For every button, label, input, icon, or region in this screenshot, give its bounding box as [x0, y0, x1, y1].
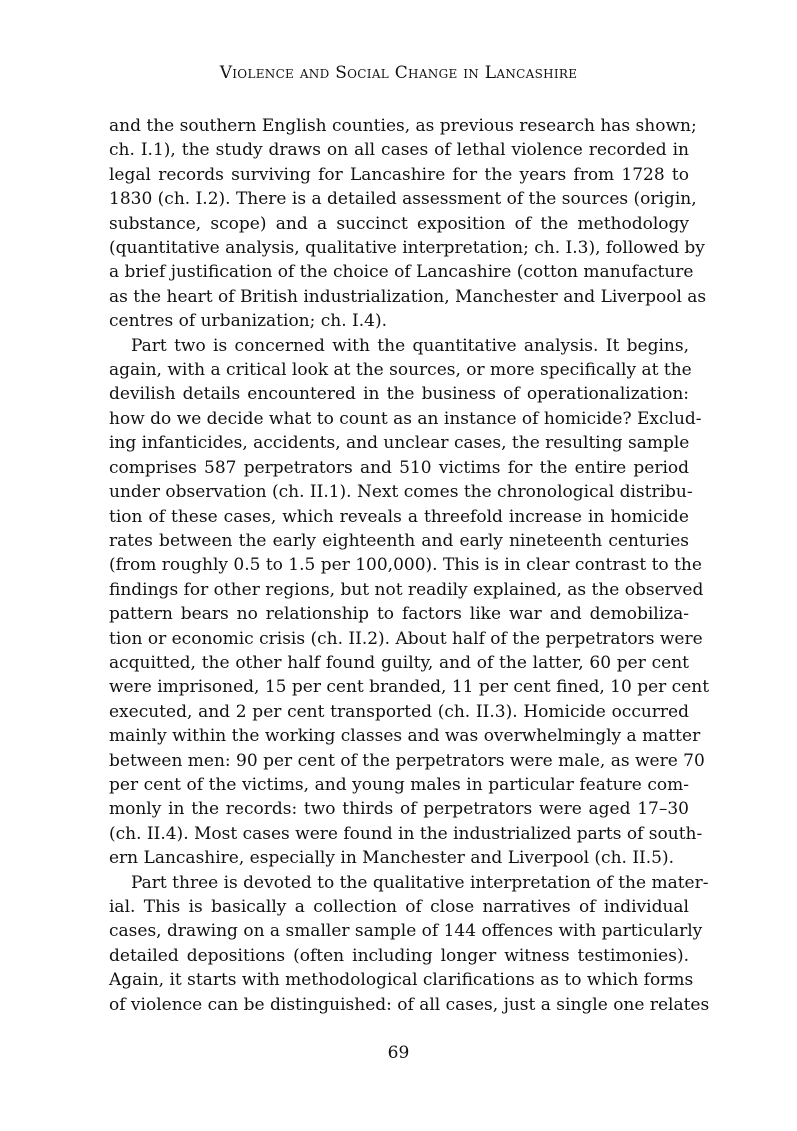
text-line: (ch. II.4). Most cases were found in the industrialized parts of south-	[109, 823, 703, 844]
text-line: Part two is concerned with the quantitative analysis. It begins,	[131, 335, 689, 356]
text-line: Again, it starts with methodological clarifications as to which forms	[109, 970, 694, 991]
text-line: as the heart of British industrialization, Manchester and Liverpool as	[109, 286, 707, 307]
text-line: how do we decide what to count as an instance of homicide? Exclud-	[109, 408, 702, 429]
page-number: 69	[387, 1043, 410, 1063]
text-line: ch. I.1), the study draws on all cases of lethal violence recorded in	[109, 140, 689, 161]
body-text	[109, 114, 710, 1017]
text-line: cases, drawing on a smaller sample of 144 offences with particularly	[109, 921, 703, 942]
text-line: rates between the early eighteenth and early nineteenth centuries	[109, 530, 689, 551]
text-line: ial. This is basically a collection of close narratives of individual	[109, 897, 689, 917]
text-line: of violence can be distinguished: of all cases, just a single one relates	[109, 994, 710, 1015]
text-line: findings for other regions, but not readily explained, as the observed	[109, 579, 704, 600]
text-line: were imprisoned, 15 per cent branded, 11 per cent fined, 10 per cent	[109, 677, 710, 698]
text-line: ern Lancashire, especially in Manchester and Liverpool (ch. II.5).	[109, 848, 675, 869]
text-line: mainly within the working classes and was overwhelmingly a matter	[109, 726, 701, 747]
text-line: under observation (ch. II.1). Next comes the chronological distribu-	[109, 482, 693, 503]
text-line: again, with a critical look at the sources, or more specifically at the	[109, 360, 692, 381]
text-line: (quantitative analysis, qualitative interpretation; ch. I.3), followed by	[109, 238, 705, 259]
text-line: devilish details encountered in the business of operationalization:	[109, 384, 689, 405]
text-line: monly in the records: two thirds of perpetrators were aged 17–30	[109, 799, 689, 820]
paragraph	[109, 114, 707, 334]
text-line: (from roughly 0.5 to 1.5 per 100,000). This is in clear contrast to the	[109, 555, 702, 576]
text-line: and the southern English counties, as previous research has shown;	[109, 116, 697, 136]
paragraph	[109, 334, 710, 871]
text-line: centres of urbanization; ch. I.4).	[109, 311, 388, 332]
text-line: executed, and 2 per cent transported (ch. II.3). Homicide occurred	[109, 701, 689, 722]
running-head: Violence and Social Change in Lancashire	[219, 63, 578, 83]
text-line: a brief justification of the choice of Lancashire (cotton manufacture	[109, 262, 694, 283]
text-line: detailed depositions (often including longer witness testimonies).	[109, 945, 689, 966]
text-line: per cent of the victims, and young males in particular feature com-	[109, 774, 689, 795]
text-line: tion or economic crisis (ch. II.2). About half of the perpetrators were	[109, 628, 703, 649]
text-line: between men: 90 per cent of the perpetrators were male, as were 70	[109, 750, 705, 771]
text-line: 1830 (ch. I.2). There is a detailed assessment of the sources (origin,	[109, 189, 697, 210]
text-line: ing infanticides, accidents, and unclear cases, the resulting sample	[109, 433, 690, 454]
text-line: pattern bears no relationship to factors like war and demobiliza-	[109, 604, 689, 625]
text-line: tion of these cases, which reveals a threefold increase in homicide	[109, 506, 689, 527]
text-line: acquitted, the other half found guilty, and of the latter, 60 per cent	[109, 652, 689, 673]
paragraph	[109, 871, 710, 1017]
text-line: substance, scope) and a succinct exposition of the methodology	[109, 213, 689, 234]
text-line: legal records surviving for Lancashire for the years from 1728 to	[109, 164, 689, 185]
text-line: Part three is devoted to the qualitative interpretation of the mater-	[131, 872, 709, 893]
text-line: comprises 587 perpetrators and 510 victims for the entire period	[109, 457, 689, 478]
